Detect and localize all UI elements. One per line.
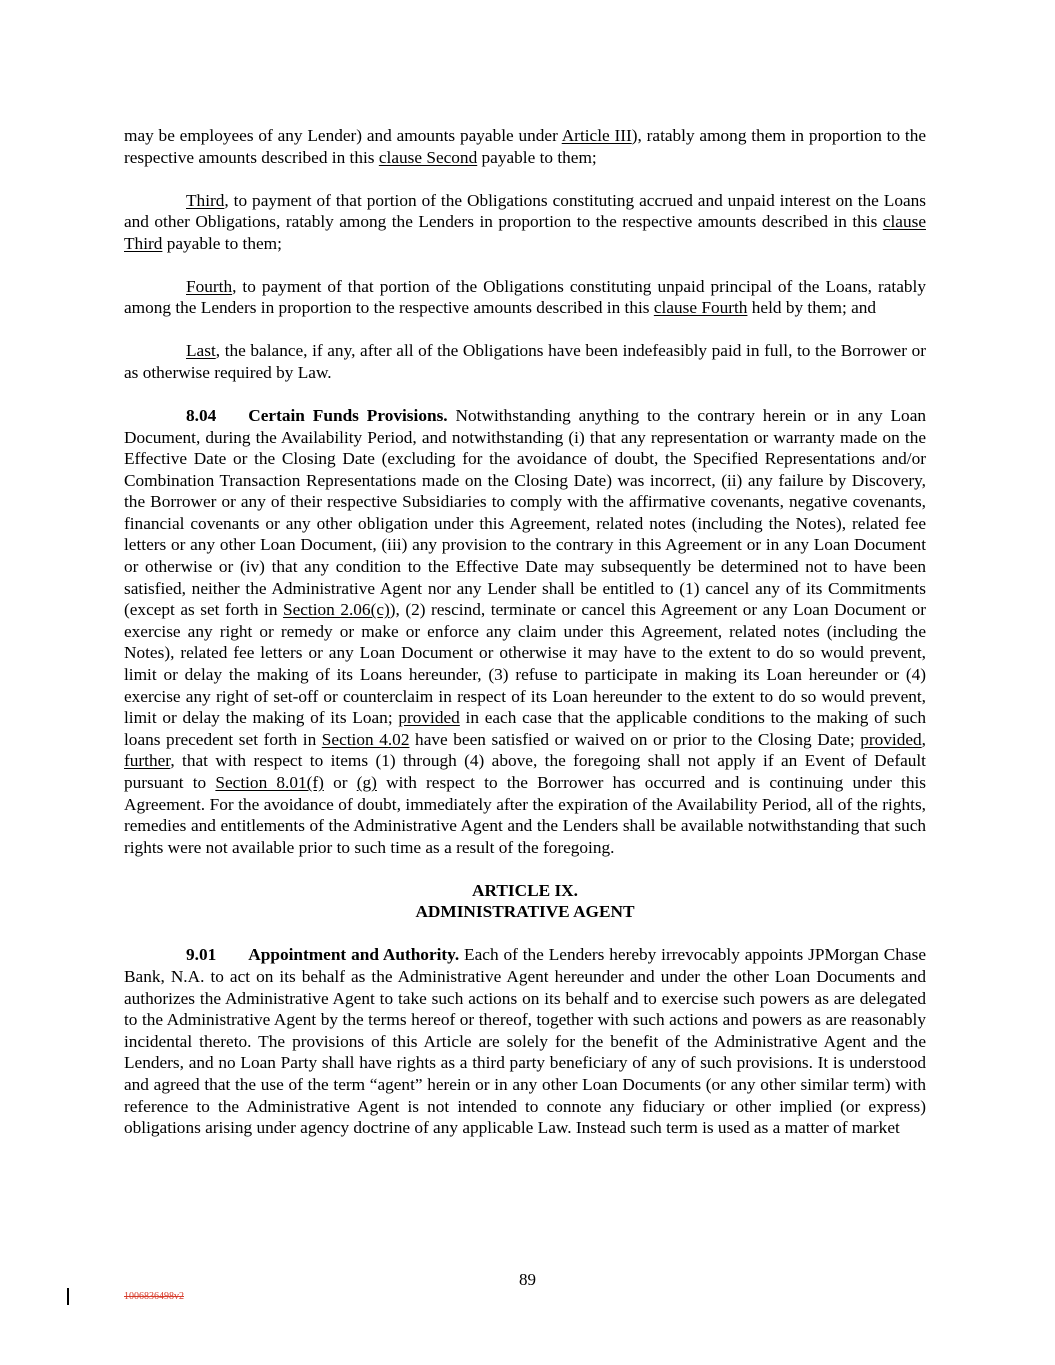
revision-bar <box>67 1288 69 1305</box>
provided-term: provided <box>398 708 460 728</box>
paragraph-third: Third, to payment of that portion of the Obligations constituting accrued and unpaid interest on the Loans and other Obligations, ratably among the Lenders in proportion to the respective amounts described in this clause Third payable to them; <box>124 190 926 253</box>
clause-ref: clause Third <box>124 212 926 253</box>
clause-label: Last <box>186 341 216 361</box>
further-term: further <box>124 751 171 771</box>
section-8-04: 8.04 Certain Funds Provisions. Notwithstanding anything to the contrary herein or in any Loan Document, during the Availability Period, and notwithstanding (i) that any representation or warranty made on the Effective Date or the Closing Date (excluding for the avoidance of doubt, the Specified Representations and/or Combination Transaction Representations made on the Closing Date) was incorrect, (ii) any failure by Discovery, the Borrower or any of their respective Subsidiaries to comply with the affirmative covenants, negative covenants, financial covenants or any other obligation under this Agreement, related notes (including the Notes), related fee letters or any other Loan Document, (iii) any provision to the contrary in this Agreement or in any Loan Document or otherwise or (iv) that any condition to the Effective Date may subsequently be determined not to have been satisfied, neither the Administrative Agent nor any Lender shall be entitled to (1) cancel any of its Commitments (except as set forth in Section 2.06(c)), (2) rescind, terminate or cancel this Agreement or any Loan Document or exercise any right or remedy or make or enforce any claim under this Agreement, related notes (including the Notes), related fee letters or any Loan Document or otherwise it may have to the extent to do so would prevent, limit or delay the making of its Loans hereunder, (3) refuse to participate in making its Loan hereunder or (4) exercise any right of set-off or counterclaim in respect of its Loan hereunder to the extent to do so would prevent, limit or delay the making of its Loan; provided in each case that the applicable conditions to the making of such loans precedent set forth in Section 4.02 have been satisfied or waived on or prior to the Closing Date; provided, further, that with respect to items (1) through (4) above, the foregoing shall not apply if an Event of Default pursuant to Section 8.01(f) or (g) with respect to the Borrower has occurred and is continuing under this Agreement. For the avoidance of doubt, immediately after the expiration of the Availability Period, all of the rights, remedies and entitlements of the Administrative Agent and the Lenders shall be available notwithstanding that such rights were not available prior to such time as a result of the foregoing. <box>124 405 926 857</box>
document-body <box>124 125 926 1160</box>
section-ref: Section 8.01(f) <box>215 773 324 792</box>
section-number: 9.01 <box>186 945 217 965</box>
article-title: ADMINISTRATIVE AGENT <box>415 902 635 922</box>
section-ref: (g) <box>356 773 377 792</box>
document-id: 1006836498v2 <box>124 1291 184 1302</box>
article-number: ARTICLE IX. <box>472 880 578 900</box>
clause-ref: clause Second <box>378 147 478 167</box>
section-heading: Certain Funds Provisions. <box>248 405 448 425</box>
section-ref: Section 4.02 <box>321 729 410 749</box>
paragraph-second-continuation: may be employees of any Lender) and amounts payable under Article III), ratably among them in proportion to the respective amounts described in this clause Second payable to them; <box>124 126 926 167</box>
section-9-01: 9.01 Appointment and Authority. Each of the Lenders hereby irrevocably appoints JPMorgan Chase Bank, N.A. to act on its behalf as the Administrative Agent hereunder and under the other Loan Documents and authorizes the Administrative Agent to take such actions on its behalf and to exercise such powers as are delegated to the Administrative Agent by the terms hereof or thereof, together with such actions and powers as are reasonably incidental thereto. The provisions of this Article are solely for the benefit of the Administrative Agent and the Lenders, and no Loan Party shall have rights as a third party beneficiary of any of such provisions. It is understood and agreed that the use of the term “agent” herein or in any other Loan Documents (or any other similar term) with reference to the Administrative Agent is not intended to connote any fiduciary or other implied (or express) obligations arising under agency doctrine of any applicable Law. Instead such term is used as a matter of market <box>124 945 926 1138</box>
clause-label: Third <box>186 190 225 210</box>
section-heading: Appointment and Authority. <box>248 945 460 965</box>
article-heading <box>124 880 926 923</box>
article-ref: Article III <box>561 126 632 145</box>
paragraph-fourth: Fourth, to payment of that portion of the Obligations constituting unpaid principal of the Loans, ratably among the Lenders in proportion to the respective amounts described in this clause Fourth held by them; and <box>124 276 926 318</box>
paragraph-last: Last, the balance, if any, after all of the Obligations have been indefeasibly paid in full, to the Borrower or as otherwise required by Law. <box>124 341 926 382</box>
provided-term: provided <box>860 729 922 749</box>
section-number: 8.04 <box>186 405 217 425</box>
clause-ref: clause Fourth <box>653 298 748 318</box>
page-number: 89 <box>519 1270 536 1289</box>
section-ref: Section 2.06(c) <box>282 600 390 620</box>
clause-label: Fourth <box>186 276 233 296</box>
